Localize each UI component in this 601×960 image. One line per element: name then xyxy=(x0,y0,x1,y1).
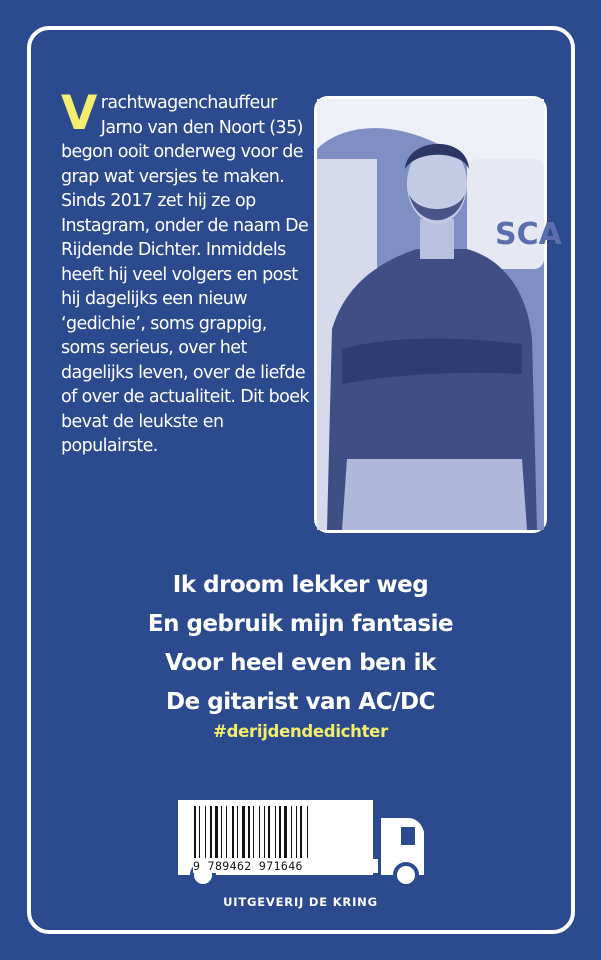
poem-line: De gitarist van AC/DC xyxy=(166,689,435,715)
truck-barcode-icon xyxy=(176,800,426,890)
author-photo xyxy=(314,96,562,533)
poem xyxy=(0,566,601,722)
truck-wheel xyxy=(395,864,417,886)
publisher-name: UITGEVERIJ DE KRING xyxy=(223,895,378,909)
author-photo-illustration xyxy=(317,99,562,530)
hashtag: #derijdendedichter xyxy=(213,722,388,741)
poem-line: Voor heel even ben ik xyxy=(165,650,436,676)
poem-line: Ik droom lekker weg xyxy=(172,572,429,598)
truck-lettering: SCA xyxy=(495,217,562,252)
jeans xyxy=(342,459,527,530)
intro-paragraph xyxy=(61,86,311,459)
truck-cab xyxy=(467,159,544,269)
isbn-number: 9 789462 971646 xyxy=(193,859,378,873)
intro-text: rachtwagenchauffeur Jarno van den Noort (35) begon ooit onderweg voor de grap wat versjes te maken. Sinds 2017 zet hij ze op Instagram, onder de naam De Rijdende Dichter. Inmiddels heeft hij veel volgers en post hij dagelijks een nieuw ‘gedichie’, soms grappig, soms serieus, over het dagelijks leven, over de liefde of over de actualiteit. Dit boek bevat de leukste en populairste. xyxy=(61,93,309,456)
drop-cap: V xyxy=(61,86,97,141)
poem-line: En gebruik mijn fantasie xyxy=(147,611,454,637)
